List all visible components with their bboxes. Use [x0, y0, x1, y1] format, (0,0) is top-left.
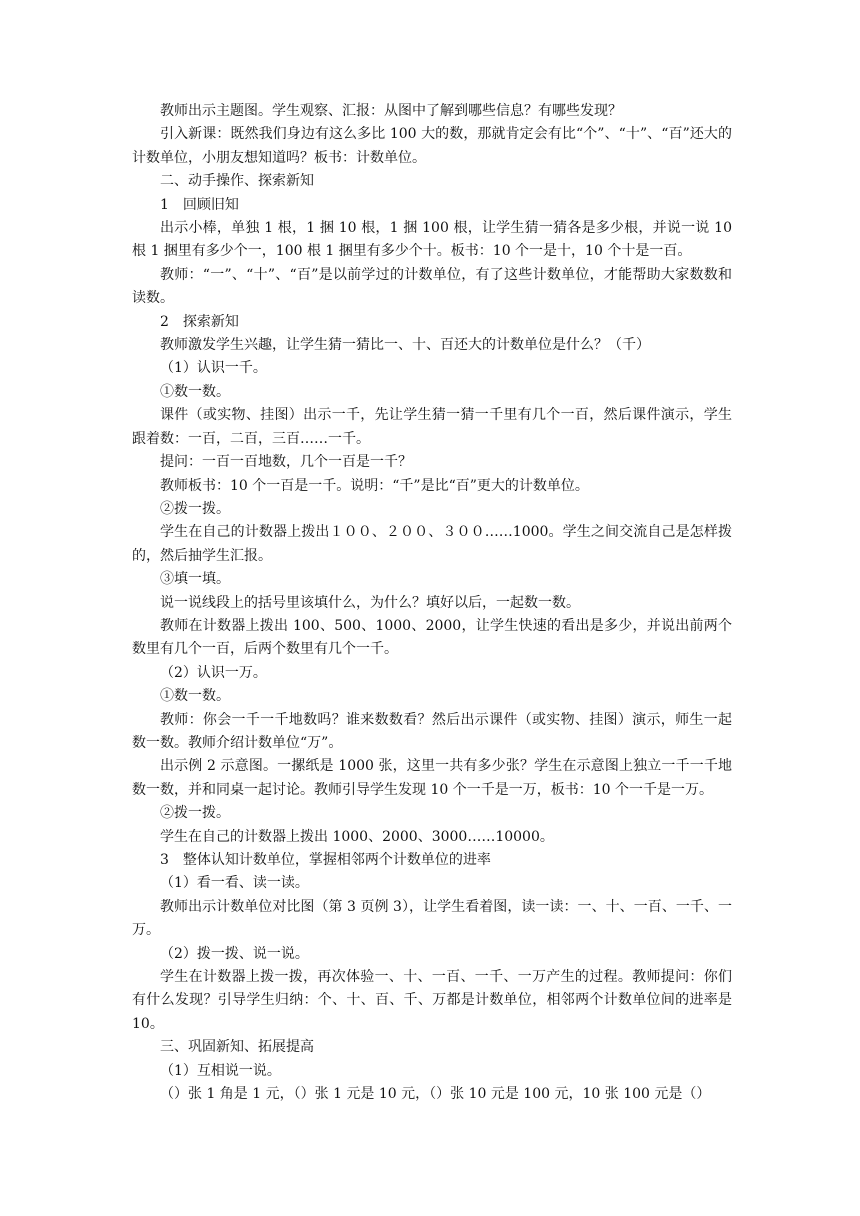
- item-heading: （2）拨一拨、说一说。: [160, 945, 309, 962]
- paragraph: 出示小棒，单独 1 根，1 捆 10 根，1 捆 100 根，让学生猜一猜各是多少根，并说一说 10 根 1 捆里有多少个一，100 根 1 捆里有多少个十。板书：10 个一是十，10 个十是一百。: [132, 220, 732, 260]
- step-heading: ②拨一拨。: [160, 500, 230, 517]
- paragraph: 教师出示计数单位对比图（第 3 页例 3），让学生看着图，读一读：一、十、一百、一千、一万。: [132, 898, 732, 939]
- step-heading: ②拨一拨。: [160, 805, 230, 822]
- paragraph: 教师出示主题图。学生观察、汇报：从图中了解到哪些信息？有哪些发现？: [160, 103, 622, 119]
- paragraph: 提问：一百一百地数，几个一百是一千？: [160, 454, 412, 471]
- paragraph: 出示例 2 示意图。一摞纸是 1000 张，这里一共有多少张？学生在示意图上独立一千一千地数一数，并和同桌一起讨论。教师引导学生发现 10 个一千是一万，板书：10 个一千是一万。: [132, 758, 732, 798]
- section-heading: 二、动手操作、探索新知: [160, 173, 314, 190]
- paragraph: 学生在自己的计数器上拨出 1000、2000、3000……10000。: [160, 828, 554, 845]
- paragraph: 说一说线段上的括号里该填什么，为什么？填好以后，一起数一数。: [160, 594, 580, 611]
- subsection-heading: 1 回顾旧知: [160, 196, 239, 213]
- paragraph: 学生在计数器上拨一拨，再次体验一、十、一百、一千、一万产生的过程。教师提问：你们有什么发现？引导学生归纳：个、十、百、千、万都是计数单位，相邻两个计数单位间的进率是 10。: [132, 969, 732, 1032]
- paragraph: 教师板书：10 个一百是一千。说明：“千”是比“百”更大的计数单位。: [160, 477, 589, 494]
- item-heading: （1）认识一千。: [160, 360, 267, 377]
- item-heading: （2）认识一万。: [160, 664, 267, 681]
- paragraph: 引入新课：既然我们身边有这么多比 100 大的数，那就肯定会有比“个”、“十”、“百”还大的计数单位，小朋友想知道吗？板书：计数单位。: [132, 126, 732, 166]
- paragraph: 课件（或实物、挂图）出示一千，先让学生猜一猜一千里有几个一百，然后课件演示，学生跟着数：一百，二百，三百……一千。: [132, 407, 732, 447]
- paragraph: （）张 1 角是 1 元，（）张 1 元是 10 元，（）张 10 元是 100 元，10 张 100 元是（）: [160, 1086, 711, 1103]
- step-heading: ①数一数。: [160, 688, 230, 705]
- paragraph: 教师：你会一千一千地数吗？谁来数数看？然后出示课件（或实物、挂图）演示，师生一起数一数。教师介绍计数单位“万”。: [132, 711, 732, 751]
- item-heading: （1）互相说一说。: [160, 1062, 281, 1079]
- subsection-heading: 3 整体认知计数单位，掌握相邻两个计数单位的进率: [160, 852, 491, 868]
- step-heading: ①数一数。: [160, 383, 230, 400]
- paragraph: 教师：“一”、“十”、“百”是以前学过的计数单位，有了这些计数单位，才能帮助大家数数和读数。: [132, 266, 732, 307]
- paragraph: 学生在自己的计数器上拨出１００、２００、３００……1000。学生之间交流自己是怎样拨的，然后抽学生汇报。: [132, 524, 732, 564]
- paragraph: 教师在计数器上拨出 100、500、1000、2000，让学生快速的看出是多少，并说出前两个数里有几个一百，后两个数里有几个一千。: [132, 617, 732, 658]
- item-heading: （1）看一看、读一读。: [160, 875, 309, 892]
- section-heading: 三、巩固新知、拓展提高: [160, 1039, 314, 1056]
- subsection-heading: 2 探索新知: [160, 313, 239, 330]
- step-heading: ③填一填。: [160, 571, 230, 588]
- paragraph: 教师激发学生兴趣，让学生猜一猜比一、十、百还大的计数单位是什么？（千）: [160, 337, 650, 354]
- document-body: [132, 100, 732, 1106]
